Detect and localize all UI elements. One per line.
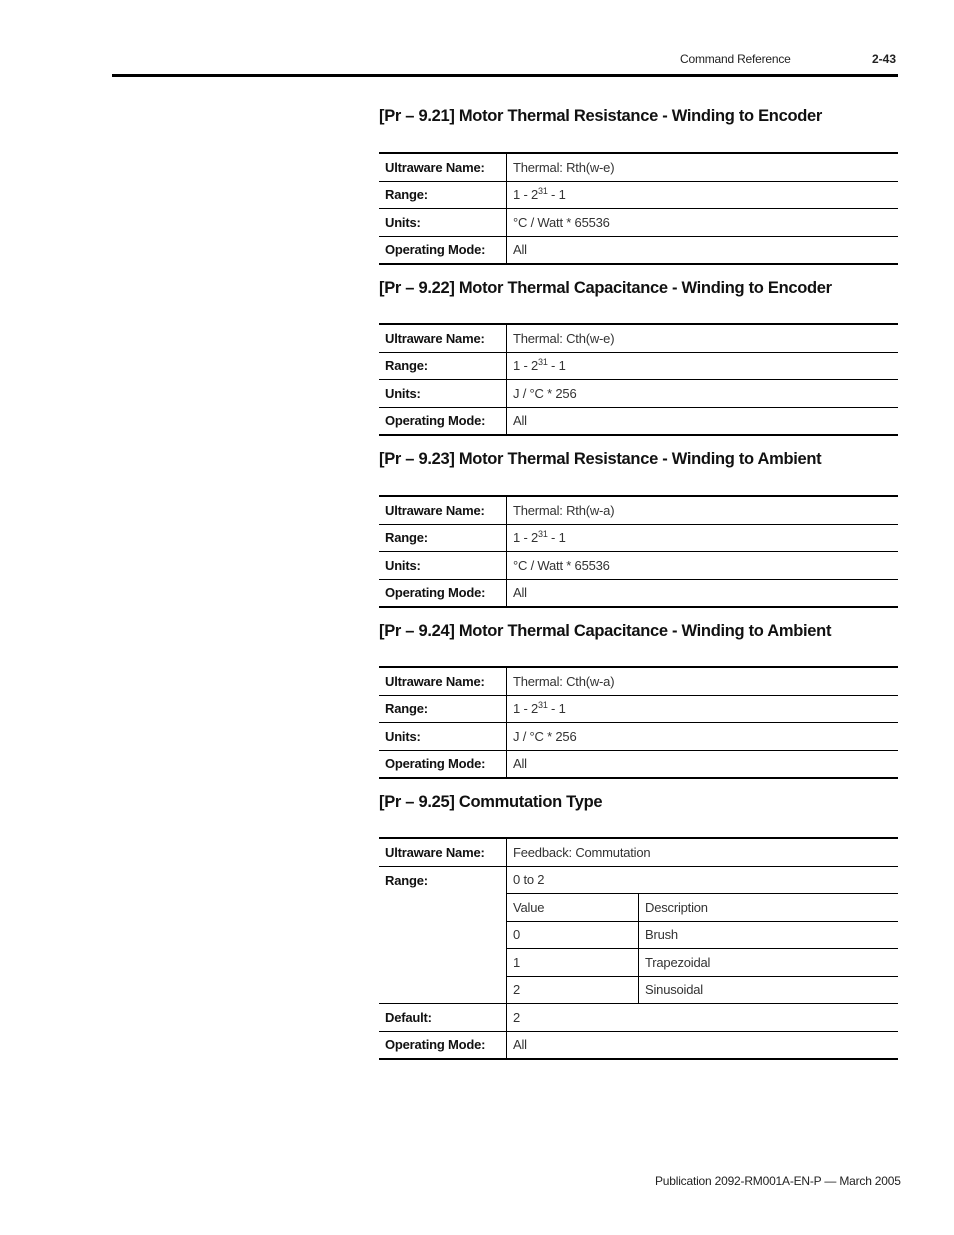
value-cell: 2 [507, 976, 639, 1003]
page-number: 2-43 [872, 52, 897, 66]
units-value: J / °C * 256 [507, 380, 899, 408]
operating-mode-value: All [507, 579, 899, 607]
table-row [379, 1004, 898, 1032]
operating-mode-label: Operating Mode: [379, 579, 507, 607]
range-label: Range: [379, 524, 507, 552]
table-row [379, 552, 898, 580]
table-row [507, 921, 898, 949]
header-rule [112, 74, 898, 77]
range-label: Range: [379, 352, 507, 380]
table-row [379, 352, 898, 380]
table-row [379, 838, 898, 866]
table-row [379, 209, 898, 237]
operating-mode-value: All [507, 407, 899, 435]
range-value: $1 - 2^{31} - 1$ [507, 524, 899, 552]
table-row [507, 976, 898, 1003]
units-value: J / °C * 256 [507, 723, 899, 751]
table-row [379, 1031, 898, 1059]
description-cell: Brush [639, 921, 899, 949]
column-header-value: Value [507, 894, 639, 922]
table-header-row [507, 894, 898, 922]
table-row [379, 524, 898, 552]
running-header-title: Command Reference [680, 52, 791, 66]
units-label: Units: [379, 209, 507, 237]
ultraware-name-label: Ultraware Name: [379, 667, 507, 695]
ultraware-name-value: Thermal: Rth(w-a) [507, 496, 899, 524]
table-row [507, 949, 898, 977]
units-value: °C / Watt * 65536 [507, 209, 899, 237]
range-label: Range: [379, 181, 507, 209]
operating-mode-label: Operating Mode: [379, 750, 507, 778]
publication-footer: Publication 2092-RM001A-EN-P — March 2005 [655, 1174, 901, 1188]
table-row [379, 667, 898, 695]
ultraware-name-label: Ultraware Name: [379, 324, 507, 352]
units-label: Units: [379, 552, 507, 580]
section-heading-9-24: [Pr – 9.24] Motor Thermal Capacitance - Winding to Ambient [379, 622, 832, 640]
description-cell: Trapezoidal [639, 949, 899, 977]
section-heading-9-21: [Pr – 9.21] Motor Thermal Resistance - Winding to Encoder [379, 107, 822, 125]
range-value: $1 - 2^{31} - 1$ [507, 695, 899, 723]
table-row [379, 496, 898, 524]
range-label: Range: [379, 866, 507, 1004]
table-row [379, 407, 898, 435]
ultraware-name-value: Thermal: Cth(w-a) [507, 667, 899, 695]
table-row [379, 723, 898, 751]
range-cell [507, 866, 899, 1004]
operating-mode-value: All [507, 1031, 899, 1059]
table-row [379, 380, 898, 408]
operating-mode-value: All [507, 236, 899, 264]
operating-mode-label: Operating Mode: [379, 407, 507, 435]
default-value: 2 [507, 1004, 899, 1032]
param-table-9-23 [379, 495, 898, 608]
range-value: $1 - 2^{31} - 1$ [507, 181, 899, 209]
value-cell: 1 [507, 949, 639, 977]
range-value: 0 to 2 [507, 867, 898, 894]
description-cell: Sinusoidal [645, 982, 703, 998]
table-row [379, 236, 898, 264]
units-value: °C / Watt * 65536 [507, 552, 899, 580]
table-row [379, 324, 898, 352]
range-value: $1 - 2^{31} - 1$ [507, 352, 899, 380]
ultraware-name-label: Ultraware Name: [379, 838, 507, 866]
range-values-table [507, 867, 898, 1004]
param-table-9-25 [379, 837, 898, 1060]
table-row [379, 750, 898, 778]
units-label: Units: [379, 723, 507, 751]
value-cell: 0 [507, 921, 639, 949]
ultraware-name-label: Ultraware Name: [379, 496, 507, 524]
operating-mode-value: All [507, 750, 899, 778]
ultraware-name-value: Thermal: Cth(w-e) [507, 324, 899, 352]
ultraware-name-label: Ultraware Name: [379, 153, 507, 181]
section-heading-9-22: [Pr – 9.22] Motor Thermal Capacitance - Winding to Encoder [379, 279, 832, 297]
table-row [379, 695, 898, 723]
param-table-9-22 [379, 323, 898, 436]
table-row [507, 867, 898, 894]
table-row [379, 153, 898, 181]
operating-mode-label: Operating Mode: [379, 1031, 507, 1059]
operating-mode-label: Operating Mode: [379, 236, 507, 264]
default-label: Default: [379, 1004, 507, 1032]
table-row [379, 579, 898, 607]
range-label: Range: [379, 695, 507, 723]
param-table-9-21 [379, 152, 898, 265]
column-header-description: Description [639, 894, 899, 922]
param-table-9-24 [379, 666, 898, 779]
ultraware-name-value: Feedback: Commutation [507, 838, 899, 866]
section-heading-9-23: [Pr – 9.23] Motor Thermal Resistance - Winding to Ambient [379, 450, 822, 468]
section-heading-9-25: [Pr – 9.25] Commutation Type [379, 793, 603, 811]
ultraware-name-value: Thermal: Rth(w-e) [507, 153, 899, 181]
units-label: Units: [379, 380, 507, 408]
table-row [379, 181, 898, 209]
table-row [379, 866, 898, 1004]
